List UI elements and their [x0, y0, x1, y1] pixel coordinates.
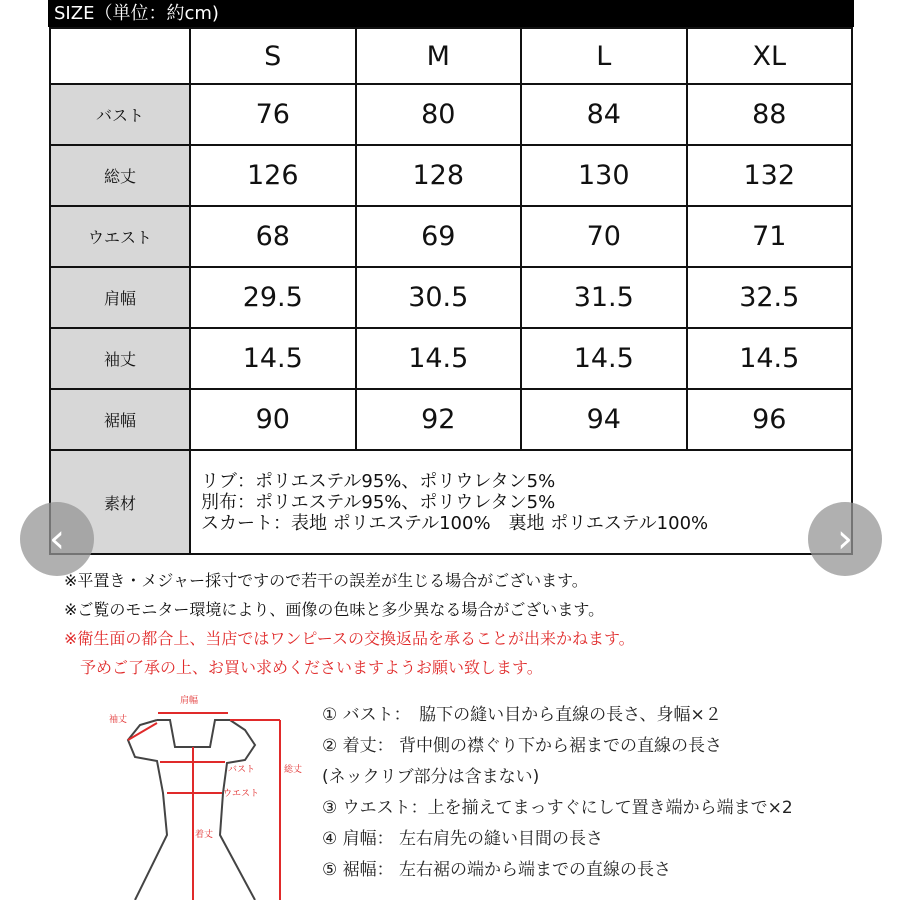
- size-value: 132: [687, 145, 853, 206]
- notes: [64, 566, 635, 682]
- dress-diagram: [95, 685, 315, 900]
- next-image-button[interactable]: [808, 502, 882, 576]
- material-text: [190, 450, 852, 554]
- size-table: [49, 27, 853, 555]
- row-label: バスト: [50, 84, 190, 145]
- size-value: 29.5: [190, 267, 356, 328]
- size-value: 32.5: [687, 267, 853, 328]
- size-value: 80: [356, 84, 522, 145]
- corner-cell: [50, 28, 190, 84]
- size-value: 126: [190, 145, 356, 206]
- measurement-legend: [322, 700, 793, 886]
- size-value: 90: [190, 389, 356, 450]
- size-header: [48, 0, 854, 27]
- material-row: [50, 450, 852, 554]
- table-row: [50, 267, 852, 328]
- note: ※ご覧のモニター環境により、画像の色味と多少異なる場合がございます。: [64, 600, 605, 619]
- note: ※平置き・メジャー採寸ですので若干の誤差が生じる場合がございます。: [64, 571, 588, 590]
- size-value: 14.5: [521, 328, 687, 389]
- size-xl: XL: [687, 28, 853, 84]
- diagram-length: 着丈: [195, 830, 214, 840]
- size-l: L: [521, 28, 687, 84]
- material-line: 別布：ポリエステル95%、ポリウレタン5%: [201, 491, 556, 513]
- row-label: 肩幅: [50, 267, 190, 328]
- legend-item: ① バスト： 脇下の縫い目から直線の長さ、身幅×２: [322, 705, 722, 725]
- diagram-bust: バスト: [228, 765, 256, 775]
- size-m: M: [356, 28, 522, 84]
- diagram-total: 総丈: [284, 765, 303, 775]
- red-note: 予めご了承の上、お買い求めくださいますようお願い致します。: [64, 658, 543, 677]
- material-label: 素材: [50, 450, 190, 554]
- size-value: 68: [190, 206, 356, 267]
- row-label: 裾幅: [50, 389, 190, 450]
- size-value: 88: [687, 84, 853, 145]
- size-value: 71: [687, 206, 853, 267]
- size-value: 76: [190, 84, 356, 145]
- material-line: リブ：ポリエステル95%、ポリウレタン5%: [201, 470, 556, 492]
- table-row: [50, 206, 852, 267]
- diagram-waist: ウエスト: [223, 789, 260, 799]
- size-value: 70: [521, 206, 687, 267]
- legend-item: (ネックリブ部分は含まない): [322, 767, 540, 787]
- size-s: S: [190, 28, 356, 84]
- size-value: 14.5: [356, 328, 522, 389]
- red-note: ※衛生面の都合上、当店ではワンピースの交換返品を承ることが出来かねます。: [64, 629, 635, 648]
- diagram-sleeve: 袖丈: [109, 715, 128, 725]
- size-value: 92: [356, 389, 522, 450]
- row-label: 袖丈: [50, 328, 190, 389]
- row-label: 総丈: [50, 145, 190, 206]
- size-value: 14.5: [190, 328, 356, 389]
- table-row: [50, 328, 852, 389]
- legend-item: ② 着丈： 背中側の襟ぐり下から裾までの直線の長さ: [322, 736, 723, 756]
- table-row: [50, 389, 852, 450]
- size-value: 128: [356, 145, 522, 206]
- legend-item: ④ 肩幅： 左右肩先の縫い目間の長さ: [322, 829, 604, 849]
- row-label: ウエスト: [50, 206, 190, 267]
- size-value: 31.5: [521, 267, 687, 328]
- size-value: 69: [356, 206, 522, 267]
- size-value: 94: [521, 389, 687, 450]
- size-value: 96: [687, 389, 853, 450]
- table-row: [50, 84, 852, 145]
- material-line: スカート：表地 ポリエステル100% 裏地 ポリエステル100%: [201, 512, 709, 534]
- size-value: 130: [521, 145, 687, 206]
- legend-item: ③ ウエスト：上を揃えてまっすぐにして置き端から端まで×2: [322, 798, 793, 818]
- diagram-shoulder: 肩幅: [180, 696, 199, 706]
- size-value: 14.5: [687, 328, 853, 389]
- size-value: 30.5: [356, 267, 522, 328]
- legend-item: ⑤ 裾幅： 左右裾の端から端までの直線の長さ: [322, 860, 672, 880]
- chevron-left-icon: ‹: [49, 516, 65, 562]
- table-header-row: [50, 28, 852, 84]
- size-value: 84: [521, 84, 687, 145]
- prev-image-button[interactable]: [20, 502, 94, 576]
- size-title: SIZE（単位：約cm): [54, 3, 219, 24]
- chevron-right-icon: ›: [837, 516, 853, 562]
- table-row: [50, 145, 852, 206]
